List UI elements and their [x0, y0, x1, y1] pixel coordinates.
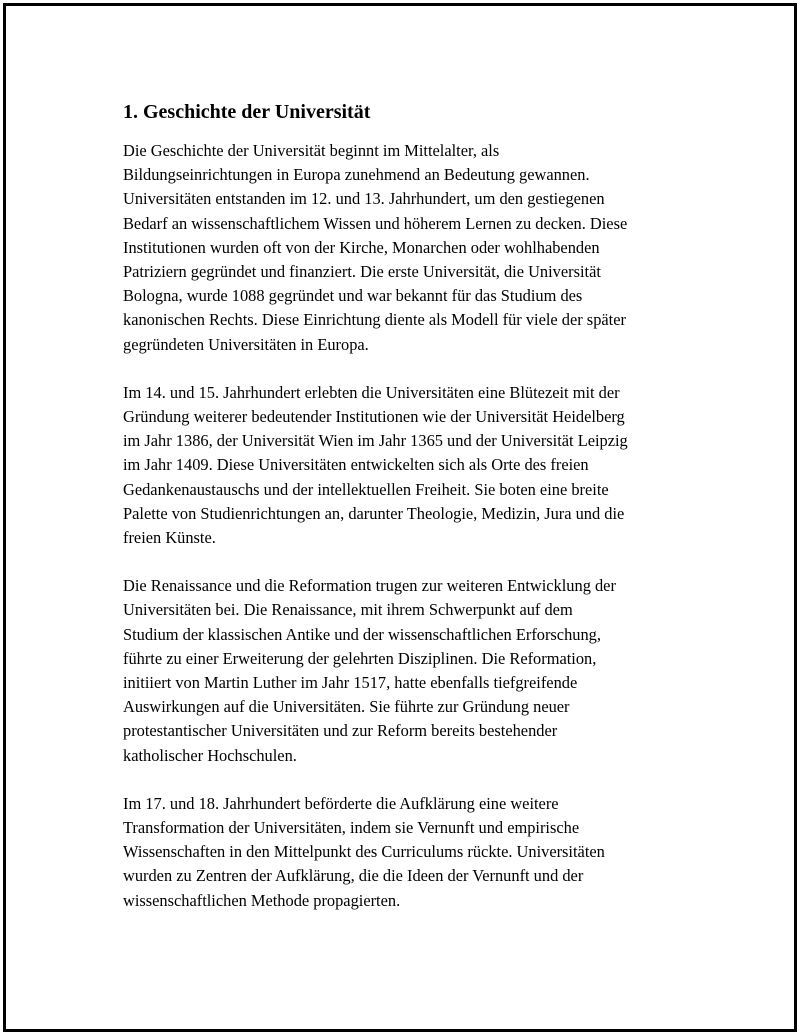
paragraph-2: [123, 381, 703, 550]
text-line: Bedarf an wissenschaftlichem Wissen und höherem Lernen zu decken. Diese: [123, 213, 628, 233]
text-line: Gründung weiterer bedeutender Institutionen wie der Universität Heidelberg: [123, 407, 625, 427]
section-title: 1. Geschichte der Universität: [123, 101, 371, 123]
text-line: im Jahr 1386, der Universität Wien im Jahr 1365 und der Universität Leipzig: [123, 431, 628, 451]
document-body: [123, 99, 703, 937]
text-line: Bildungseinrichtungen in Europa zunehmend an Bedeutung gewannen.: [123, 165, 590, 185]
text-line: Wissenschaften in den Mittelpunkt des Curriculums rückte. Universitäten: [123, 842, 605, 862]
text-line: wurden zu Zentren der Aufklärung, die die Ideen der Vernunft und der: [123, 866, 584, 886]
text-line: kanonischen Rechts. Diese Einrichtung diente als Modell für viele der später: [123, 310, 626, 330]
text-line: Die Geschichte der Universität beginnt im Mittelalter, als: [123, 141, 500, 160]
text-line: protestantischer Universitäten und zur Reform bereits bestehender: [123, 721, 558, 741]
paragraph-4: [123, 792, 703, 913]
text-line: Die Renaissance und die Reformation trugen zur weiteren Entwicklung der: [123, 576, 616, 596]
text-line: gegründeten Universitäten in Europa.: [123, 334, 369, 354]
text-line: initiiert von Martin Luther im Jahr 1517, hatte ebenfalls tiefgreifende: [123, 673, 578, 693]
text-line: Patriziern gegründet und finanziert. Die erste Universität, die Universität: [123, 262, 601, 282]
paragraph-3: [123, 574, 703, 768]
text-line: Im 17. und 18. Jahrhundert beförderte die Aufklärung eine weitere: [123, 793, 559, 813]
text-line: führte zu einer Erweiterung der gelehrten Disziplinen. Die Reformation,: [123, 648, 597, 668]
text-line: Universitäten entstanden im 12. und 13. Jahrhundert, um den gestiegenen: [123, 189, 605, 209]
text-line: im Jahr 1409. Diese Universitäten entwickelten sich als Orte des freien: [123, 455, 589, 475]
text-line: katholischer Hochschulen.: [123, 745, 297, 765]
text-line: Palette von Studienrichtungen an, darunter Theologie, Medizin, Jura und die: [123, 503, 625, 523]
text-line: Studium der klassischen Antike und der wissenschaftlichen Erforschung,: [123, 624, 601, 644]
paragraph-1: [123, 139, 703, 357]
page-frame: [3, 3, 797, 1032]
text-line: Institutionen wurden oft von der Kirche, Monarchen oder wohlhabenden: [123, 237, 600, 257]
text-line: wissenschaftlichen Methode propagierten.: [123, 890, 401, 910]
text-line: freien Künste.: [123, 528, 216, 548]
text-line: Im 14. und 15. Jahrhundert erlebten die Universitäten eine Blütezeit mit der: [123, 382, 620, 402]
text-line: Gedankenaustauschs und der intellektuellen Freiheit. Sie boten eine breite: [123, 479, 609, 499]
text-line: Universitäten bei. Die Renaissance, mit ihrem Schwerpunkt auf dem: [123, 600, 573, 620]
text-line: Auswirkungen auf die Universitäten. Sie führte zur Gründung neuer: [123, 697, 570, 717]
text-line: Bologna, wurde 1088 gegründet und war bekannt für das Studium des: [123, 286, 583, 306]
text-line: Transformation der Universitäten, indem sie Vernunft und empirische: [123, 818, 580, 838]
